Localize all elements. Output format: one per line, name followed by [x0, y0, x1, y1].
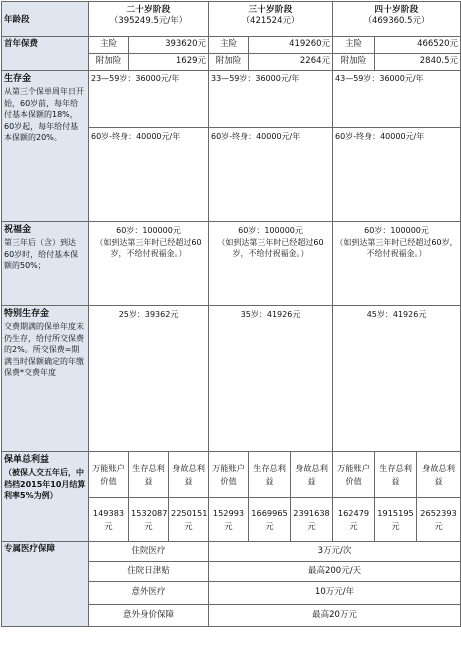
- insurance-benefit-table: [1, 1, 461, 627]
- main-premium-30: 419260元: [249, 37, 333, 54]
- stage-30-header: [209, 2, 333, 37]
- congrats-desc: 第三年后（含）到达60岁时，给付基本保额的50%；: [4, 238, 79, 271]
- medical-item-2-label: 意外医疗: [89, 582, 209, 605]
- congrats-row: [2, 222, 461, 306]
- ih-40-2: 身故总利益: [417, 452, 461, 498]
- main-premium-40: 466520元: [375, 37, 461, 54]
- congrats-40: [333, 222, 461, 306]
- special-20: 25岁：39362元: [89, 306, 209, 452]
- special-40: 45岁：41926元: [333, 306, 461, 452]
- ih-30-0: 万能账户价值: [209, 452, 249, 498]
- medical-item-0-label: 住院医疗: [89, 542, 209, 562]
- survival-40-late: 60岁-终身：40000元/年: [333, 128, 461, 222]
- stage-30-name: 三十岁阶段: [248, 5, 293, 15]
- stage-30-total: （421524元）: [241, 16, 300, 27]
- interest-header-row: [2, 452, 461, 498]
- medical-item-3-label: 意外身价保障: [89, 605, 209, 627]
- ih-20-1: 生存总利益: [129, 452, 169, 498]
- survival-40-early: 43—59岁：36000元/年: [333, 71, 461, 128]
- iv-20-1: 1532087元: [129, 498, 169, 542]
- iv-40-0: 162479元: [333, 498, 375, 542]
- add-premium-30: 2264元: [249, 54, 333, 71]
- stage-40-total: （469360.5元）: [363, 16, 430, 27]
- survival-desc: 从第三个保单周年日开始，60岁前，每年给付基本保额的18%，60岁起，每年给付基本保额的20%。: [4, 87, 84, 143]
- iv-40-2: 2652393元: [417, 498, 461, 542]
- medical-item-1-value: 最高200元/天: [209, 562, 461, 582]
- add-premium-20: 1629元: [129, 54, 209, 71]
- medical-item-2-value: 10万元/年: [209, 582, 461, 605]
- first-year-premium-label: 首年保费: [2, 37, 89, 71]
- special-row: [2, 306, 461, 452]
- main-premium-20: 393620元: [129, 37, 209, 54]
- ih-40-0: 万能账户价值: [333, 452, 375, 498]
- main-label-30: 主险: [209, 37, 249, 54]
- age-stage-label: 年龄段: [2, 2, 89, 37]
- interest-desc: （被保人交五年后，中档档2015年10月结算利率5%为例）: [4, 468, 86, 501]
- iv-20-0: 149383元: [89, 498, 129, 542]
- premium-main-row: [2, 37, 461, 54]
- congrats-40-note: （如到达第三年时已经超过60岁，不给付祝福金。）: [335, 237, 458, 259]
- iv-20-2: 2250151元: [169, 498, 209, 542]
- ih-20-2: 身故总利益: [169, 452, 209, 498]
- special-30: 35岁：41926元: [209, 306, 333, 452]
- congrats-30-main: 60岁：100000元: [238, 226, 303, 235]
- congrats-40-main: 60岁：100000元: [364, 226, 429, 235]
- interest-title: 保单总利益: [4, 455, 50, 465]
- medical-item-0-value: 3万元/次: [209, 542, 461, 562]
- stage-40-name: 四十岁阶段: [374, 5, 419, 15]
- stage-20-total: （395249.5元/年）: [109, 16, 188, 27]
- iv-30-1: 1669965元: [249, 498, 291, 542]
- medical-row-0: [2, 542, 461, 562]
- congrats-20: [89, 222, 209, 306]
- congrats-30-note: （如到达第三年时已经超过60岁，不给付祝福金。）: [217, 237, 324, 259]
- add-label-40: 附加险: [333, 54, 375, 71]
- congrats-title: 祝福金: [4, 225, 32, 235]
- survival-row-1: [2, 71, 461, 128]
- special-desc: 交费期满的保单年度末仍生存，给付所交保费的2%。所交保费=期满当时保额确定的年缴保费*交费年度: [4, 322, 84, 378]
- survival-desc-cell: [2, 71, 89, 222]
- congrats-desc-cell: [2, 222, 89, 306]
- ih-20-0: 万能账户价值: [89, 452, 129, 498]
- main-label-20: 主险: [89, 37, 129, 54]
- ih-30-1: 生存总利益: [249, 452, 291, 498]
- interest-desc-cell: [2, 452, 89, 542]
- survival-30-late: 60岁-终身：40000元/年: [209, 128, 333, 222]
- special-title: 特别生存金: [4, 309, 50, 319]
- survival-20-late: 60岁-终身：40000元/年: [89, 128, 209, 222]
- congrats-20-note: （如到达第三年时已经超过60岁，不给付祝福金。）: [95, 237, 202, 259]
- add-label-30: 附加险: [209, 54, 249, 71]
- medical-item-3-value: 最高20万元: [209, 605, 461, 627]
- stage-20-header: [89, 2, 209, 37]
- header-row: [2, 2, 461, 37]
- congrats-20-main: 60岁：100000元: [116, 226, 181, 235]
- stage-40-header: [333, 2, 461, 37]
- stage-20-name: 二十岁阶段: [126, 5, 171, 15]
- survival-20-early: 23—59岁：36000元/年: [89, 71, 209, 128]
- survival-title: 生存金: [4, 74, 32, 84]
- add-premium-40: 2840.5元: [375, 54, 461, 71]
- iv-40-1: 1915195元: [375, 498, 417, 542]
- main-label-40: 主险: [333, 37, 375, 54]
- congrats-30: [209, 222, 333, 306]
- special-desc-cell: [2, 306, 89, 452]
- iv-30-2: 2391638元: [291, 498, 333, 542]
- medical-item-1-label: 住院日津贴: [89, 562, 209, 582]
- ih-30-2: 身故总利益: [291, 452, 333, 498]
- add-label-20: 附加险: [89, 54, 129, 71]
- survival-30-early: 33—59岁：36000元/年: [209, 71, 333, 128]
- medical-title: 专属医疗保障: [2, 542, 89, 627]
- iv-30-0: 152993元: [209, 498, 249, 542]
- ih-40-1: 生存总利益: [375, 452, 417, 498]
